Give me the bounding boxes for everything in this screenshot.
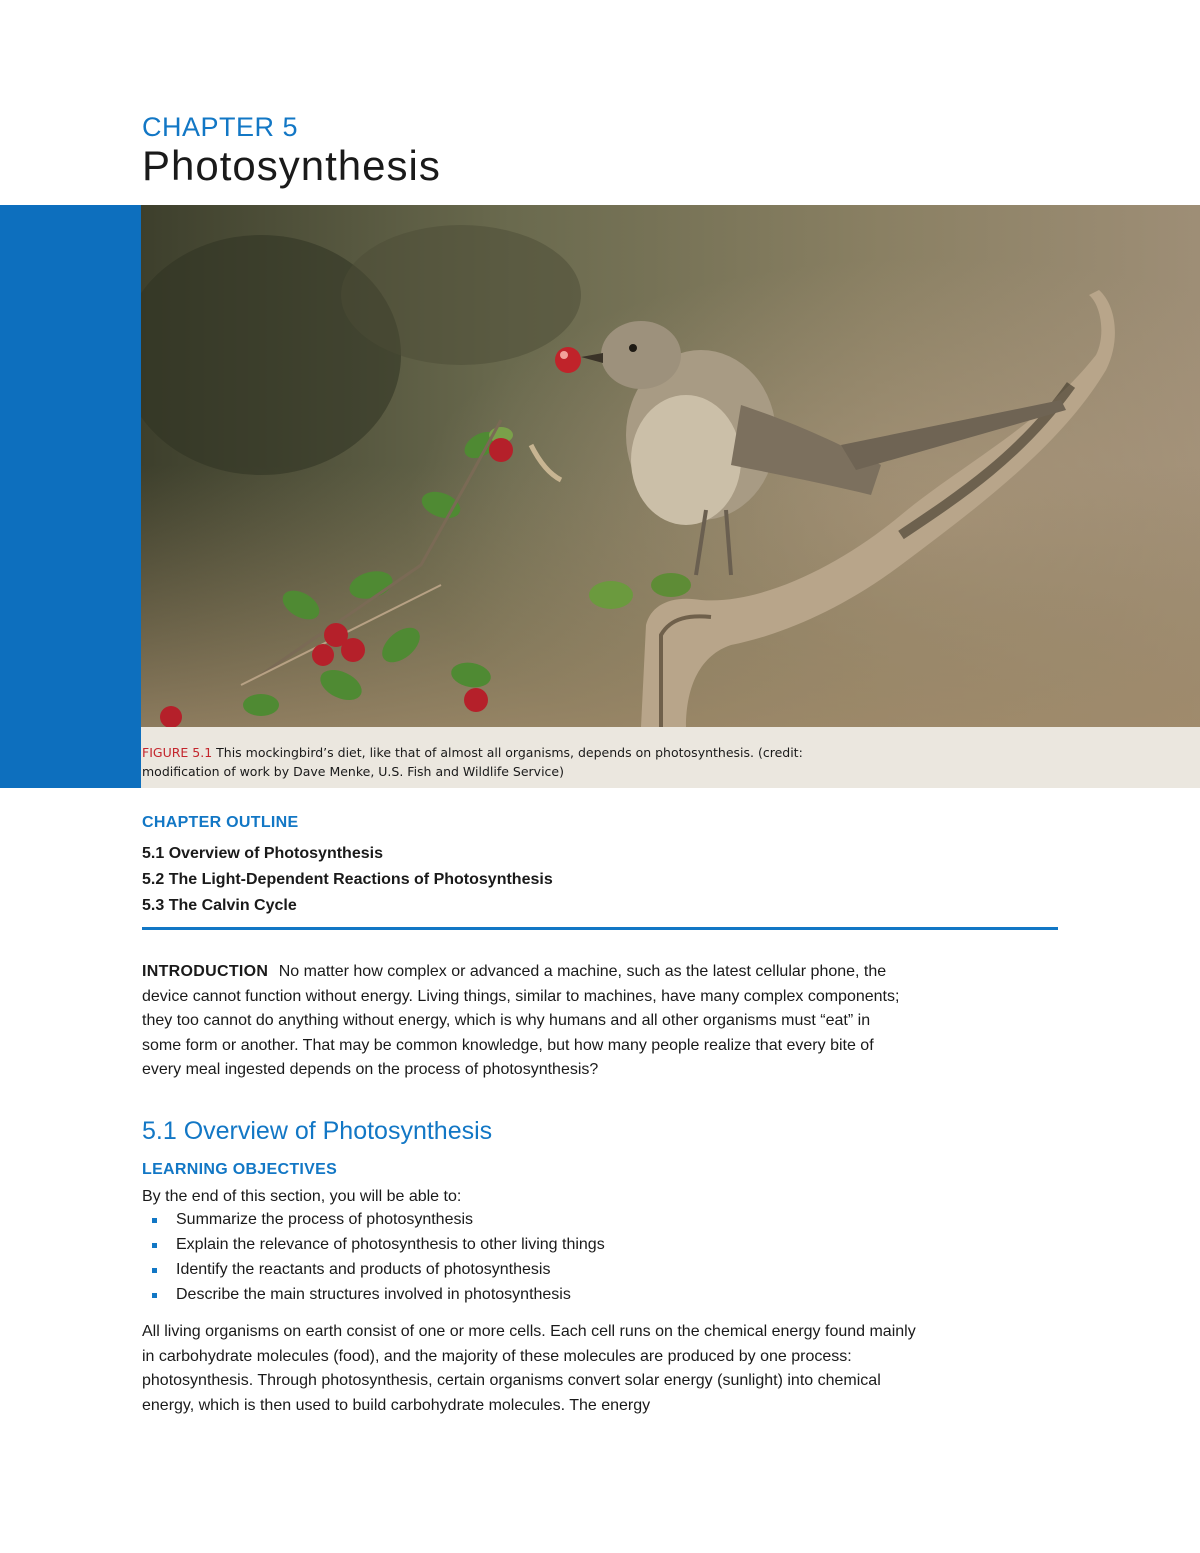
- section-title: 5.1 Overview of Photosynthesis: [142, 1117, 493, 1145]
- learning-objectives-heading: LEARNING OBJECTIVES: [142, 1161, 338, 1178]
- objective-text: Describe the main structures involved in photosynthesis: [176, 1286, 571, 1303]
- outline-item[interactable]: 5.3 The Calvin Cycle: [142, 897, 297, 914]
- bullet-icon: [152, 1218, 157, 1223]
- mockingbird-photo: [141, 205, 1200, 727]
- chapter-outline-heading: CHAPTER OUTLINE: [142, 814, 299, 831]
- bullet-icon: [152, 1243, 157, 1248]
- learning-objectives-intro: By the end of this section, you will be able to:: [142, 1188, 462, 1205]
- chapter-outline-list: [142, 843, 553, 921]
- figure-number: FIGURE 5.1: [142, 745, 213, 760]
- body-paragraph: All living organisms on earth consist of one or more cells. Each cell runs on the chemical energy found mainly in carbohydrate molecules (food), and the majority of these molecules are produced by one process: photosynthesis. Through photosynthesis, certain organisms convert solar energy (sunlight) into chemical energy, which is then used to build carbohydrate molecules. The energy: [142, 1323, 916, 1414]
- chapter-accent-bar: [0, 205, 141, 788]
- learning-objectives-list: [152, 1209, 605, 1309]
- objective-item: [152, 1259, 605, 1284]
- objective-item: [152, 1234, 605, 1259]
- objective-text: Identify the reactants and products of photosynthesis: [176, 1261, 551, 1278]
- outline-item[interactable]: 5.2 The Light-Dependent Reactions of Photosynthesis: [142, 871, 553, 888]
- figure-caption: [142, 743, 862, 781]
- chapter-label: CHAPTER 5: [142, 112, 299, 142]
- chapter-title: Photosynthesis: [142, 142, 441, 189]
- objective-text: Summarize the process of photosynthesis: [176, 1211, 474, 1228]
- introduction-label: INTRODUCTION: [142, 963, 269, 980]
- figure-caption-text: This mockingbird’s diet, like that of almost all organisms, depends on photosynthesis. (credit: modification of work by Dave Menke, U.S. Fish and Wildlife Service): [142, 745, 803, 779]
- objective-item: [152, 1284, 605, 1309]
- bullet-icon: [152, 1293, 157, 1298]
- introduction-text: No matter how complex or advanced a machine, such as the latest cellular phone, the device cannot function without energy. Living things, similar to machines, have many complex components; they too cannot do anything without energy, which is why humans and all other organisms must “eat” in some form or another. That may be common knowledge, but how many people realize that every bite of every meal ingested depends on the process of photosynthesis?: [142, 963, 900, 1079]
- outline-item[interactable]: 5.1 Overview of Photosynthesis: [142, 845, 383, 862]
- objective-text: Explain the relevance of photosynthesis to other living things: [176, 1236, 605, 1253]
- introduction-paragraph: [142, 960, 912, 1083]
- section-divider: [142, 927, 1058, 930]
- bullet-icon: [152, 1268, 157, 1273]
- objective-item: [152, 1209, 605, 1234]
